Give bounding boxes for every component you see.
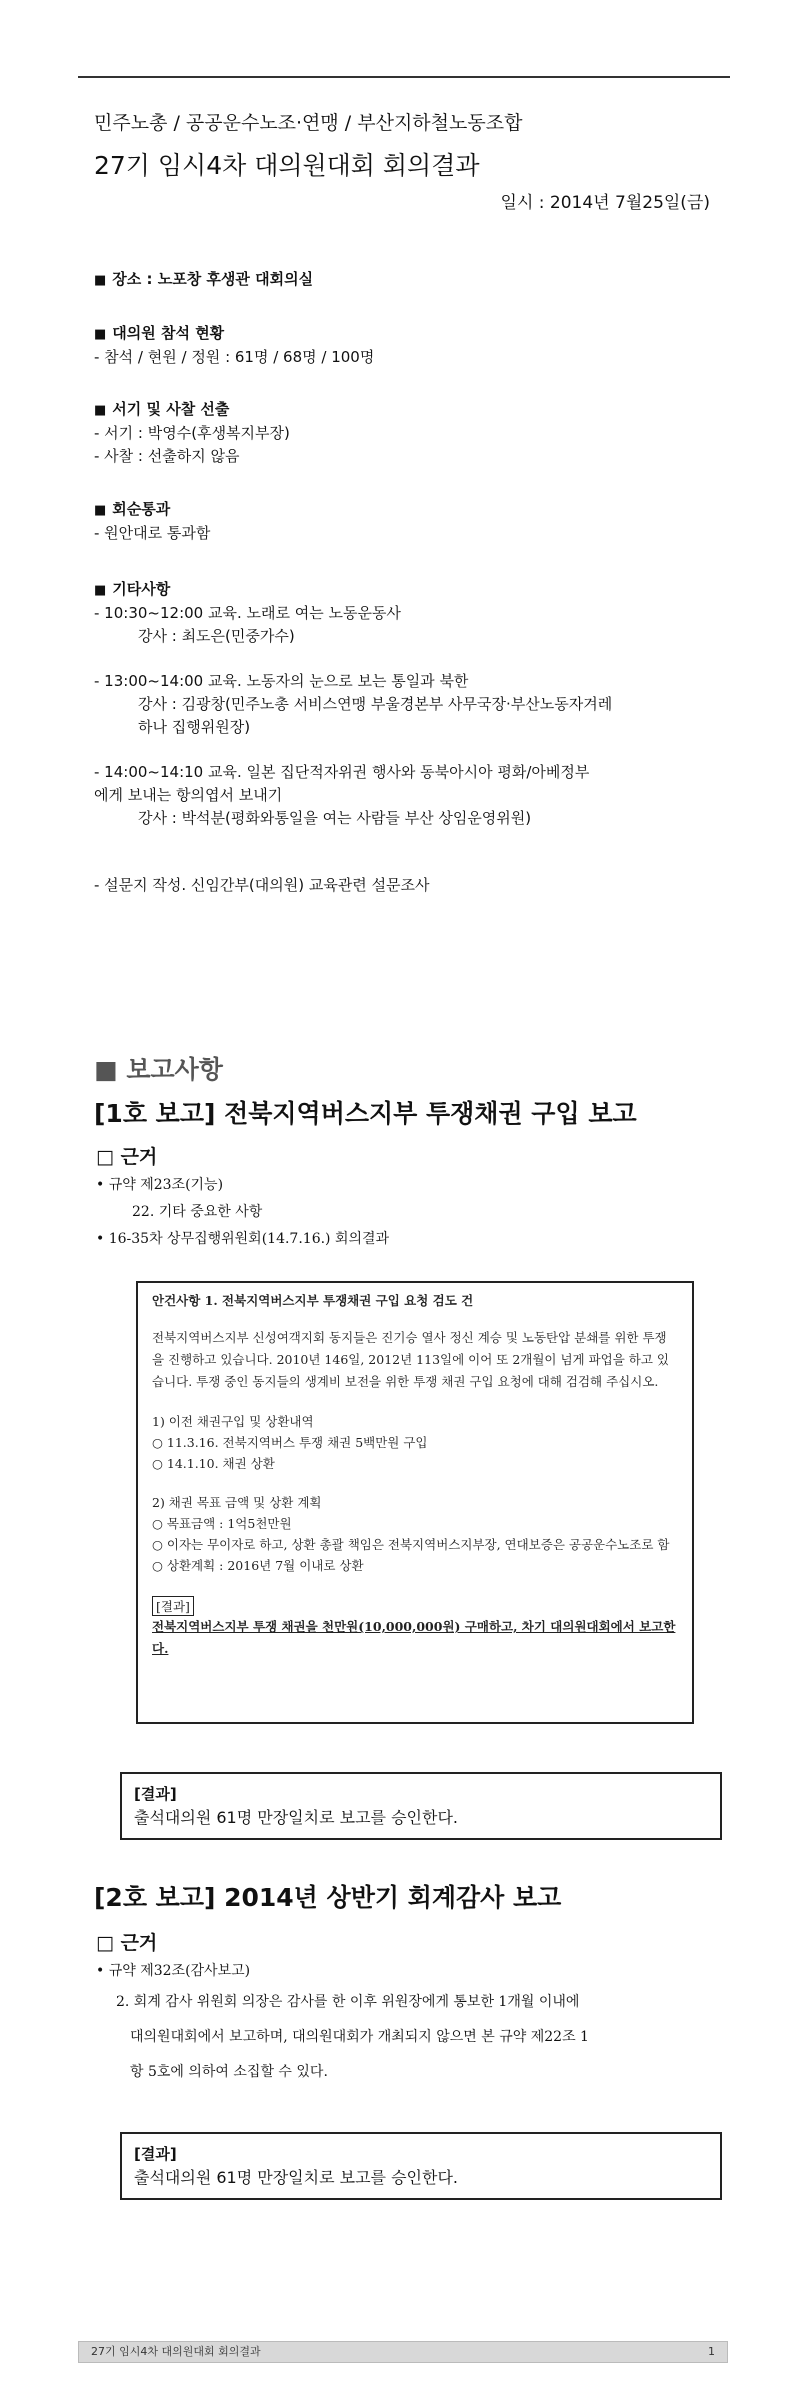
venue-heading: 장소 : 노포창 후생관 대회의실 xyxy=(112,270,314,288)
report-1-basis xyxy=(96,1172,389,1253)
report-section-heading: ■ 보고사항 xyxy=(94,1055,223,1084)
result-text: 출석대의원 61명 만장일치로 보고를 승인한다. xyxy=(134,1808,458,1827)
misc-line: 하나 집행위원장) xyxy=(138,718,251,736)
misc-line: 강사 : 김광창(민주노총 서비스연맹 부울경본부 사무국장·부산노동자겨레 xyxy=(138,695,613,713)
result-text: 출석대의원 61명 만장일치로 보고를 승인한다. xyxy=(134,2168,458,2187)
misc-line: - 10:30~12:00 교육. 노래로 여는 노동운동사 xyxy=(94,604,401,622)
basis-line: 22. 기타 중요한 사항 xyxy=(132,1204,263,1220)
notice-title: 안건사항 1. 전북지역버스지부 투쟁채권 구입 요청 검도 건 xyxy=(152,1293,474,1308)
misc-line: - 14:00~14:10 교육. 일본 집단적자위권 행사와 동북아시아 평화/아베정부 xyxy=(94,763,590,781)
notice-result-text: 전북지역버스지부 투쟁 채권을 천만원(10,000,000원) 구매하고, 차기 대의원대회에서 보고한다. xyxy=(152,1619,676,1656)
basis-line: 2. 회계 감사 위원회 의장은 감사를 한 이후 위원장에게 통보한 1개월 이내에 xyxy=(116,1994,580,2010)
agenda-notice-box xyxy=(136,1281,694,1724)
result-title: [결과] xyxy=(134,2145,177,2163)
misc-line: - 13:00~14:00 교육. 노동자의 눈으로 보는 통일과 북한 xyxy=(94,672,469,690)
agenda-line: - 원안대로 통과함 xyxy=(94,524,211,542)
notice-item: ○ 11.3.16. 전북지역버스 투쟁 채권 5백만원 구입 xyxy=(152,1435,428,1450)
misc-heading: 기타사항 xyxy=(112,580,171,598)
basis-line: • 규약 제32조(감사보고) xyxy=(96,1963,251,1979)
organization-line: 민주노총 / 공공운수노조·연맹 / 부산지하철노동조합 xyxy=(94,112,523,134)
notice-paragraph: 전북지역버스지부 신성여객지회 동지들은 진기승 열사 정신 계승 및 노동탄압 분쇄를 위한 투쟁을 진행하고 있습니다. 2010년 146일, 2012년 113일에 이어 또 2개월이 넘게 파업을 하고 있습니다. 투쟁 중인 동지들의 생계비 보전을 위한 투쟁 채권 구입 요청에 대해 검검해 주십시오. xyxy=(152,1330,669,1389)
document-title: 27기 임시4차 대의원대회 회의결과 xyxy=(94,151,480,180)
meeting-date: 일시 : 2014년 7월25일(금) xyxy=(500,193,710,213)
misc-line: 에게 보내는 항의엽서 보내기 xyxy=(94,786,283,804)
page-footer xyxy=(78,2341,728,2363)
notice-item: ○ 목표금액 : 1억5천만원 xyxy=(152,1516,292,1531)
square-bullet-icon: ■ xyxy=(94,583,107,598)
basis-line: 대의원대회에서 보고하며, 대의원대회가 개최되지 않으면 본 규약 제22조 1 xyxy=(130,2029,589,2045)
section-agenda xyxy=(94,498,210,545)
report-1-title: [1호 보고] 전북지역버스지부 투쟁채권 구입 보고 xyxy=(94,1099,637,1128)
misc-line: - 설문지 작성. 신임간부(대의원) 교육관련 설문조사 xyxy=(94,876,430,894)
section-venue xyxy=(94,268,313,292)
report-2-basis-heading: □ 근거 xyxy=(96,1932,158,1954)
report-1-basis-heading: □ 근거 xyxy=(96,1146,158,1168)
report-2-result-box xyxy=(120,2132,722,2200)
square-bullet-icon: ■ xyxy=(94,403,107,418)
notice-subheading: 1) 이전 채권구입 및 상환내역 xyxy=(152,1414,314,1429)
report-2-title: [2호 보고] 2014년 상반기 회계감사 보고 xyxy=(94,1883,562,1912)
basis-line: 항 5호에 의하여 소집할 수 있다. xyxy=(130,2064,328,2080)
report-1-result-box xyxy=(120,1772,722,1840)
result-title: [결과] xyxy=(134,1785,177,1803)
secretary-line: - 서기 : 박영수(후생복지부장) xyxy=(94,424,290,442)
notice-item: ○ 상환계획 : 2016년 7월 이내로 상환 xyxy=(152,1558,364,1573)
notice-subheading: 2) 채권 목표 금액 및 상환 계획 xyxy=(152,1495,322,1510)
page-number: 1 xyxy=(708,2345,715,2358)
notice-item: ○ 이자는 무이자로 하고, 상환 총괄 책임은 전북지역버스지부장, 연대보증은 공공운수노조로 함 xyxy=(152,1537,670,1552)
section-secretary xyxy=(94,398,290,468)
basis-line: • 16-35차 상무집행위원회(14.7.16.) 회의결과 xyxy=(96,1231,390,1247)
notice-result-title: [결과] xyxy=(152,1596,194,1616)
attendance-heading: 대의원 참석 현황 xyxy=(112,324,225,342)
square-bullet-icon: ■ xyxy=(94,327,107,342)
section-misc xyxy=(94,578,612,897)
report-2-basis xyxy=(96,1958,589,2090)
top-rule xyxy=(78,76,730,78)
attendance-line: - 참석 / 현원 / 정원 : 61명 / 68명 / 100명 xyxy=(94,348,375,366)
footer-title: 27기 임시4차 대의원대회 회의결과 xyxy=(91,2345,261,2358)
square-bullet-icon: ■ xyxy=(94,503,107,518)
agenda-heading: 회순통과 xyxy=(112,500,171,518)
square-bullet-icon: ■ xyxy=(94,273,107,288)
misc-line: 강사 : 최도은(민중가수) xyxy=(138,627,295,645)
misc-line: 강사 : 박석분(평화와통일을 여는 사람들 부산 상임운영위원) xyxy=(138,809,532,827)
section-attendance xyxy=(94,322,374,369)
basis-line: • 규약 제23조(기능) xyxy=(96,1177,224,1193)
secretary-heading: 서기 및 사찰 선출 xyxy=(112,400,230,418)
notice-item: ○ 14.1.10. 채권 상환 xyxy=(152,1456,275,1471)
inspector-line: - 사찰 : 선출하지 않음 xyxy=(94,447,240,465)
